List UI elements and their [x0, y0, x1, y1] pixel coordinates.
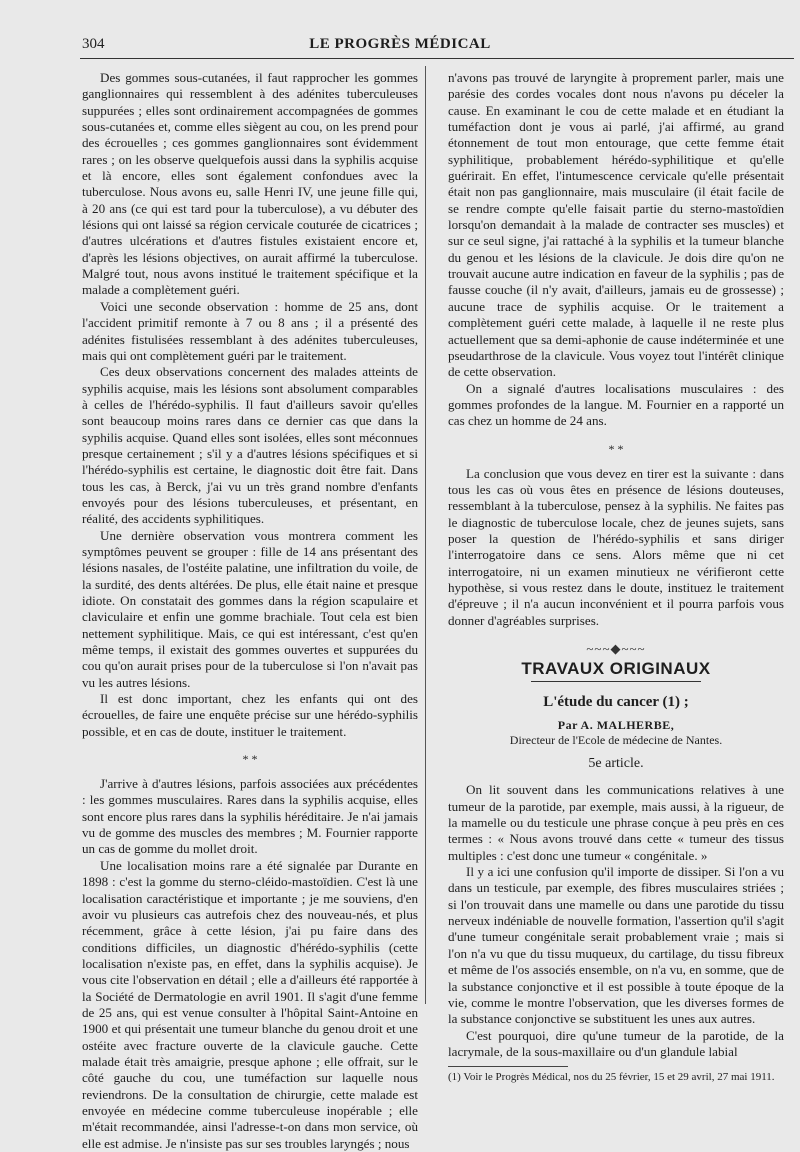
article-title: L'étude du cancer (1) ;	[543, 693, 689, 710]
right-column	[448, 70, 784, 1084]
article-number: 5e article.	[588, 756, 644, 772]
conclusion-paragraph: La conclusion que vous devez en tirer est la suivante : dans tous les cas où vous êtes en présence de lésions douteuses, ressemblant à la tuberculose, pensez à la syphilis. Ne faites pas le diagnostic de tuberculose locale, chez de jeunes sujets, sans poser la question de l'hérédo-syphilis et sans diriger l'interrogatoire dans ce sens. Alors même que ni cet interrogatoire, ni un examen minutieux ne vérifieront cette hypothèse, si vous restez dans le doute, instituez le traitement d'épreuve ; il n'a aucun inconvénient et il pourra parfois vous donner d'agréables surprises.	[448, 465, 784, 628]
paragraph: Une dernière observation vous montrera comment les symptômes peuvent se grouper : fille de 14 ans présentant des lésions nasales, de l'ostéite palatine, une infiltration du voile, de la surdité, des dents altérées. De plus, elle était naine et presque idiote. On constatait des gommes dans la région scapulaire et claviculaire et enfin une gomme brachiale. Tout cela est bien nettement syphilitique. Mais, ce qui est intéressant, c'est qu'en même temps, il existait des gommes ouvertes et suppurées du cou qu'on aurait prises pour de la tuberculose si l'on n'avait pas vu les autres lésions.	[82, 527, 418, 690]
column-divider	[425, 66, 426, 1004]
section-break-stars: * *	[242, 752, 258, 767]
paragraph: Il est donc important, chez les enfants qui ont des écrouelles, de faire une enquête précise sur une hérédo-syphilis possible, et en cas de doute, instituer le traitement.	[82, 691, 418, 739]
paragraph: On a signalé d'autres localisations musculaires : des gommes profondes de la langue. M. Fournier en a rapporté un cas chez un homme de 24 ans.	[448, 380, 784, 429]
paragraph: C'est pourquoi, dire qu'une tumeur de la parotide, de la lacrymale, de la sous-maxillaire ou d'un glandule labial	[448, 1027, 784, 1059]
paragraph: Il y a ici une confusion qu'il importe de dissiper. Si l'on a vu dans un testicule, par exemple, des fibres musculaires striées ; si l'on trouvait dans une mamelle ou dans une parotide du tissu nerveux indéniable de nouvelle formation, l'assertion qu'il s'agit d'une tumeur congénitale serait probablement vraie ; mais si l'on n'a vu que du tissu muqueux, du cartilage, du tissu fibreux et même de l'os associés ensemble, on n'a vu, en somme, que de la substance conjonctive et il est possible à toute époque de la vie, comme le montre l'observation, que les diverses formes de la substance conjonctive se substituent les unes aux autres.	[448, 864, 784, 1027]
author-role: Directeur de l'Ecole de médecine de Nantes.	[509, 733, 723, 748]
section-break-stars: * *	[608, 441, 624, 456]
section-rule	[531, 681, 701, 682]
author: Par A. MALHERBE,	[557, 718, 675, 733]
ornament-divider: ~~~◆~~~	[586, 641, 646, 656]
header-rule	[80, 58, 794, 59]
paragraph: J'arrive à d'autres lésions, parfois associées aux précédentes : les gommes musculaires. Rares dans la syphilis acquise, elles sont encore plus rares dans la syphilis héréditaire. Je n'ai jamais vu de gomme des muscles des membres ; M. Fournier rapporte un cas de gomme du mollet droit.	[82, 776, 418, 857]
page-number: 304	[82, 36, 105, 52]
footnote-rule	[448, 1066, 568, 1067]
byline	[448, 718, 784, 748]
left-column	[82, 70, 418, 1152]
paragraph: Une localisation moins rare a été signalée par Durante en 1898 : c'est la gomme du sterno-cléido-mastoïdien. C'est là une localisation caractéristique et importante ; je me souviens, d'en avoir vu plusieurs cas autrefois chez des nouveau-nés, et plus récemment, grâce à cette lésion, j'ai pu faire dans des conditions difficiles, un diagnostic d'hérédo-syphilis (cette localisation n'existe pas, en effet, dans la syphilis acquise). Je vous cite l'observation en détail ; elle a d'ailleurs été rapportée à la Société de Dermatologie en avril 1901. Il s'agit d'une femme de 25 ans, qui est venue consulter à l'hôpital Saint-Antoine en 1900 et qui présentait une tumeur blanche du genou droit et une ostéite avec fracture ouverte de la clavicule gauche. Cette malade était très amaigrie, presque aphone ; elle offrait, sur le côté gauche du cou, une tuméfaction sur laquelle nous reviendrons. De la consultation de chirurgie, cette malade est envoyée en médecine comme tuberculeuse inopérable ; elle m'était recommandée, ainsi l'adresse-t-on dans mon service, où elle est admise. Je n'insiste pas sur ses troubles laryngés ; nous	[82, 857, 418, 1151]
paragraph: On lit souvent dans les communications relatives à une tumeur de la parotide, par exemple, mais aussi, à la rigueur, de la mamelle ou du testicule une phrase conçue à peu près en ces termes : « Nous avons trouvé dans cette « tumeur des tissus multiples : c'est donc une tumeur « congénitale. »	[448, 782, 784, 863]
paragraph: n'avons pas trouvé de laryngite à proprement parler, mais une parésie des cordes vocales dont nous n'avons pu déceler la cause. En examinant le cou de cette malade et en étudiant la tuméfaction dont je vous ai parlé, j'ai affirmé, au grand étonnement de tout mon entourage, que cette femme était syphilitique, probablement hérédo-syphilitique et qu'elle guérirait. En effet, l'intumescence cervicale qu'elle présentait était non pas ganglionnaire, mais musculaire (il était facile de se rendre compte qu'elle faisait partie du sterno-mastoïdien lorsqu'on demandait à la malade de contracter ses muscles) et sur ce seul signe, j'ai rattaché à la syphilis et la tumeur blanche du genou et les lésions de la clavicule. Je dois dire qu'on ne trouvait aucune autre indication en faveur de la syphilis ; pas de fausse couche (il n'y avait, d'ailleurs, jamais eu de grossesse) ; aucune trace de syphilis acquise. Or le traitement a complètement guéri cette malade, à laquelle il ne reste plus actuellement que sa demi-aphonie de cause indéterminée et une pseudarthrose de la clavicule. Vous voyez tout l'intérêt clinique de cette observation.	[448, 70, 784, 380]
footnote: (1) Voir le Progrès Médical, nos du 25 février, 15 et 29 avril, 27 mai 1911.	[448, 1071, 775, 1084]
running-title: LE PROGRÈS MÉDICAL	[309, 36, 491, 52]
paragraph: Ces deux observations concernent des malades atteints de syphilis acquise, mais les lésions sont absolument comparables à celles de l'hérédo-syphilis. Il faut d'ailleurs savoir qu'elles sont beaucoup moins rares dans ce dernier cas que dans la syphilis acquise. Quand elles sont isolées, elles sont méconnues presque certainement ; s'il y a d'autres lésions spécifiques et si l'hérédo-syphilis est certaine, le diagnostic doit être fait. Dans tous les cas, à Berck, j'ai vu un très grand nombre d'enfants envoyés pour des lésions tuberculeuses, et présentant, en réalité, des accidents syphilitiques.	[82, 364, 418, 527]
section-title: TRAVAUX ORIGINAUX	[521, 659, 711, 679]
paragraph: Voici une seconde observation : homme de 25 ans, dont l'accident primitif remonte à 7 ou 8 ans ; il a présenté des adénites fistulisées ressemblant à des adénites tuberculeuses, mais qui ont complètement guéri par le traitement.	[82, 298, 418, 363]
paragraph: Des gommes sous-cutanées, il faut rapprocher les gommes ganglionnaires qui ressemblent à des adénites tuberculeuses suppurées ; elles sont ordinairement accompagnées de gommes sous-cutanées et, comme elles siègent au cou, on les prend pour des écrouelles ; ces gommes ganglionnaires sont évidemment rares ; on les observe quelquefois aussi dans la syphilis acquise et là encore, elles sont également confondues avec la tuberculose. Nous avons eu, salle Henri IV, une jeune fille qui, à 20 ans (ce qui est tard pour la tuberculose), a vu débuter des lésions qui ont laissé sa région cervicale couturée de cicatrices ; d'autres ulcérations et d'autres fistules existaient encore et, d'après les lésions objectives, on aurait affirmé la tuberculose. Malgré tout, nous avons institué le traitement spécifique et la malade a complètement guéri.	[82, 70, 418, 298]
page-header	[0, 34, 800, 56]
